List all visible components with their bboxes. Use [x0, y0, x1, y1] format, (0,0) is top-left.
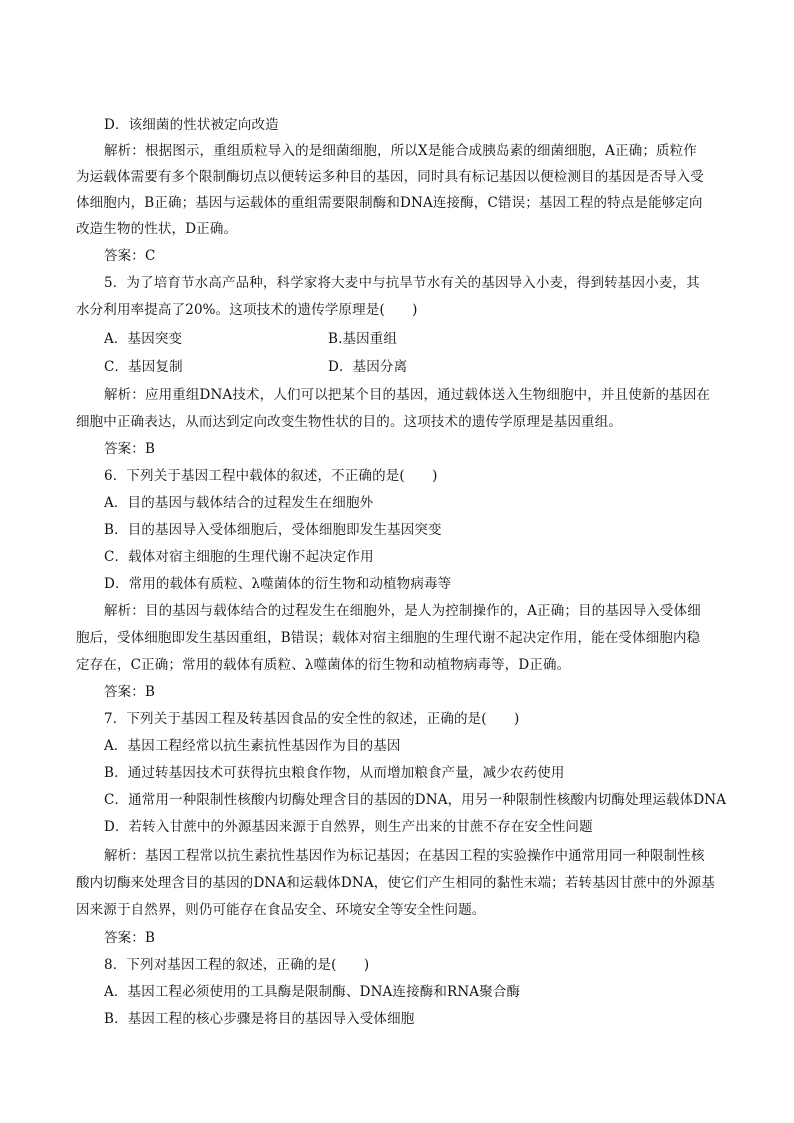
option-b-q8: B．基因工程的核心步骤是将目的基因导入受体细胞 — [104, 1011, 415, 1027]
analysis-q7-line2: 酸内切酶来处理含目的基因的DNA和运载体DNA，使它们产生相同的黏性末端；若转基因甘蔗中的外源基 — [76, 875, 715, 891]
option-c-q6: C．载体对宿主细胞的生理代谢不起决定作用 — [104, 549, 374, 565]
option-a-q6: A．目的基因与载体结合的过程发生在细胞外 — [104, 495, 374, 511]
analysis-q4-line3: 体细胞内，B正确；基因与运载体的重组需要限制酶和DNA连接酶，C错误；基因工程的特点是能够定向 — [76, 195, 703, 211]
option-c-q7: C．通常用一种限制性核酸内切酶处理含目的基因的DNA，用另一种限制性核酸内切酶处理运载体DNA — [104, 792, 727, 808]
answer-q6: 答案：B — [104, 684, 156, 700]
answer-q7: 答案：B — [104, 930, 156, 946]
analysis-q6-line2: 胞后，受体细胞即发生基因重组，B错误；载体对宿主细胞的生理代谢不起决定作用，能在受体细胞内稳 — [76, 630, 701, 646]
option-b-q6: B．目的基因导入受体细胞后，受体细胞即发生基因突变 — [104, 522, 442, 538]
question-5-line1: 5．为了培育节水高产品种，科学家将大麦中与抗旱节水有关的基因导入小麦，得到转基因小麦，其 — [104, 275, 700, 291]
analysis-q5-line1: 解析：应用重组DNA技术，人们可以把某个目的基因，通过载体送入生物细胞中，并且使新的基因在 — [104, 387, 711, 403]
option-a-q8: A．基因工程必须使用的工具酶是限制酶、DNA连接酶和RNA聚合酶 — [104, 984, 521, 1000]
analysis-q4-line2: 为运载体需要有多个限制酶切点以便转运多种目的基因，同时具有标记基因以便检测目的基因是否导入受 — [76, 169, 704, 185]
option-d-q4: D．该细菌的性状被定向改造 — [104, 117, 279, 133]
option-d-q6: D．常用的载体有质粒、λ噬菌体的衍生物和动植物病毒等 — [104, 576, 452, 592]
option-a-q7: A．基因工程经常以抗生素抗性基因作为目的基因 — [104, 738, 401, 754]
analysis-q5-line2: 细胞中正确表达，从而达到定向改变生物性状的目的。这项技术的遗传学原理是基因重组。 — [76, 414, 622, 430]
answer-q5: 答案：B — [104, 441, 156, 457]
analysis-q4-line4: 改造生物的性状，D正确。 — [76, 221, 238, 237]
option-d-q7: D．若转入甘蔗中的外源基因来源于自然界，则生产出来的甘蔗不存在安全性问题 — [104, 819, 593, 835]
analysis-q4-line1: 解析：根据图示，重组质粒导入的是细菌细胞，所以X是能合成胰岛素的细菌细胞，A正确；质粒作 — [104, 143, 697, 159]
analysis-q7-line1: 解析：基因工程常以抗生素抗性基因作为标记基因；在基因工程的实验操作中通常用同一种限制性核 — [104, 848, 705, 864]
answer-q4: 答案：C — [104, 248, 156, 264]
option-d-q5: D．基因分离 — [328, 359, 408, 375]
question-8: 8．下列对基因工程的叙述，正确的是( ) — [104, 957, 370, 973]
option-a-q5: A．基因突变 — [104, 331, 183, 347]
option-b-q5: B.基因重组 — [328, 331, 398, 347]
question-6: 6．下列关于基因工程中载体的叙述，不正确的是( ) — [104, 468, 438, 484]
option-b-q7: B．通过转基因技术可获得抗虫粮食作物，从而增加粮食产量，减少农药使用 — [104, 765, 565, 781]
analysis-q7-line3: 因来源于自然界，则仍可能存在食品安全、环境安全等安全性问题。 — [76, 902, 486, 918]
question-7: 7．下列关于基因工程及转基因食品的安全性的叙述，正确的是( ) — [104, 711, 520, 727]
option-c-q5: C．基因复制 — [104, 359, 183, 375]
analysis-q6-line1: 解析：目的基因与载体结合的过程发生在细胞外，是人为控制操作的，A正确；目的基因导入受体细 — [104, 603, 701, 619]
analysis-q6-line3: 定存在，C正确；常用的载体有质粒、λ噬菌体的衍生物和动植物病毒等，D正确。 — [76, 657, 571, 673]
question-5-line2: 水分利用率提高了20%。这项技术的遗传学原理是( ) — [76, 302, 418, 318]
